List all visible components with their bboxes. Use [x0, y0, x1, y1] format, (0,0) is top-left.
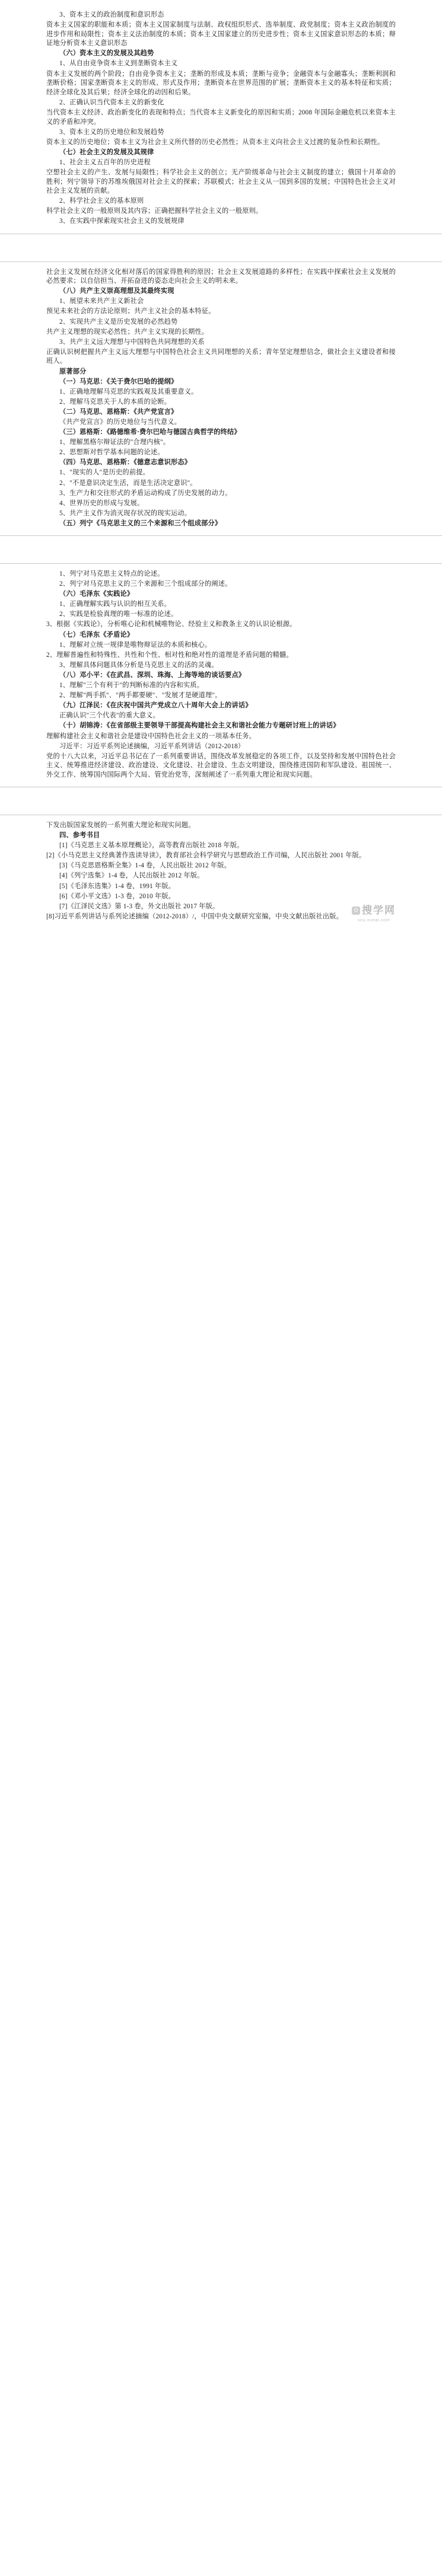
section-heading: （八）邓小平：《在武昌、深圳、珠海、上海等地的谈话要点》 [59, 671, 246, 679]
body-paragraph: [7]《江泽民文选》第 1-3 卷，外文出版社 2017 年版。 [59, 902, 220, 910]
body-paragraph: 1、理解对立统一规律是唯物辩证法的本质和核心。 [59, 641, 212, 649]
body-paragraph: 3、理解具体问题具体分析是马克思主义的活的灵魂。 [59, 661, 218, 669]
body-paragraph: 3、在实践中探索现实社会主义的发展规律 [59, 218, 185, 225]
body-paragraph: 1、正确理解实践与认识的相互关系。 [59, 601, 171, 608]
document-page [0, 262, 442, 535]
watermark-badge-icon [352, 906, 360, 915]
body-paragraph: 预见未来社会的方法论原则；共产主义社会的基本特征。 [46, 308, 215, 315]
body-paragraph: 社会主义发展在经济文化相对落后的国家得胜利的原因；社会主义发展道路的多样性；在实践中探索社会主义发展的必然要求；以自信担当、开拓奋进的姿态走向社会主义的明未来。 [46, 268, 396, 285]
section-heading: （八）共产主义崇高理想及其最终实现 [59, 288, 174, 295]
body-paragraph: 2、思想斯对哲学基本问题的论述。 [59, 449, 164, 457]
section-heading: （五）列宁《马克思主义的三个来源和三个组成部分》 [59, 519, 222, 527]
body-paragraph: 2、实现共产主义是历史发展的必然趋势 [59, 318, 178, 325]
section-heading: （七）社会主义的发展及其规律 [59, 148, 154, 156]
watermark-url-label: sou.xueai.com [357, 917, 390, 922]
page-gap [0, 536, 442, 563]
body-paragraph: 下发出版国家发展的一系列重大理论和现实问题。 [46, 821, 195, 829]
document-page [0, 564, 442, 787]
body-paragraph: 2、列宁对马克思主义的三个来源和三个组成部分的阐述。 [59, 580, 232, 588]
watermark-main-label: 搜学网 [362, 904, 396, 916]
body-paragraph: 资本主义国家的职能和本质；资本主义国家制度与法制、政权组织形式、选举制度、政党制度；资本主义政治制度的进步作用和局限性；资本主义法治制度的本质；资本主义国家建立的历史进步性；资本主义国家意识形态的本质；辩证地分析资本主义意识形态 [46, 21, 396, 47]
body-paragraph: 正确认识"三个代表"的重大意义。 [59, 712, 160, 720]
body-paragraph: 科学社会主义的一般原则及其内容；正确把握科学社会主义的一般原则。 [46, 208, 263, 215]
body-paragraph: 3、生产力和交往形式的矛盾运动构成了历史发展的动力。 [59, 489, 232, 497]
section-heading: （九）江泽民：《在庆祝中国共产党成立八十周年大会上的讲话》 [59, 702, 252, 710]
body-paragraph: [1]《马克思主义基本原理概论》，高等教育出版社 2018 年版。 [59, 842, 244, 850]
body-paragraph: 3、共产主义远大理想与中国特色共同理想的关系 [59, 338, 205, 346]
body-paragraph: 党的十八大以来，习近平总书记在了一系列重要讲话，围绕改革发展稳定的各项工作，以及坚持和发展中国特色社会主义、统筹推进经济建设、政治建设、文化建设、社会建设、生态文明建设，围绕推进国防和军队建设、祖国统一、外交工作、统筹国内国际两个大局、管党治党等，深刻阐述了一系列重大理论和现实问题。 [46, 752, 396, 778]
body-paragraph: 1、展望未来共产主义新社会 [59, 298, 144, 305]
body-paragraph: [6]《邓小平文选》1-3 卷，2010 年版。 [59, 892, 175, 900]
section-heading: 四、参考书目 [59, 832, 100, 839]
body-paragraph: 1、正确地理解马克思的实践观及其重要意义。 [59, 388, 198, 395]
body-paragraph: 2、理解"两手抓"、"两手都要硬"、"发展才是硬道理"。 [59, 692, 222, 700]
section-heading: （十）胡锦涛：《在省部级主要领导干部提高构建社会主义和谐社会能力专题研讨班上的讲话》 [59, 722, 340, 730]
body-paragraph: 1、"现实的人"是历史的前提。 [59, 469, 150, 477]
body-paragraph: 3、根据《实践论》，分析唯心论和机械唯物论、经验主义和教条主义的认识论根源。 [46, 621, 297, 628]
body-paragraph: 《共产党宣言》的历史地位与当代意义。 [59, 418, 181, 426]
body-paragraph: 2、正确认识当代资本主义的新变化 [59, 98, 164, 106]
body-paragraph: 2、"不是意识决定生活，而是生活决定意识"。 [59, 479, 197, 487]
body-paragraph: [4]《列宁选集》1-4 卷，人民出版社 2012 年版。 [59, 872, 204, 880]
body-paragraph: 空想社会主义的产生、发展与局限性；科学社会主义的创立；无产阶级革命与社会主义制度的建立；俄国十月革命的胜利；列宁领导下的苏维埃俄国对社会主义的探索；苏联模式；社会主义从一国到多国的发展；中国特色社会主义对社会主义发展的贡献。 [46, 169, 396, 195]
section-heading: （二）马克思、恩格斯：《共产党宣言》 [59, 408, 178, 416]
section-heading: （六）毛泽东《实践论》 [59, 590, 134, 598]
body-paragraph: [8]习近平系列讲话与系列论述摘编（2012-2018）/，中国中央文献研究室编，中央文献出版社出版。 [46, 912, 343, 920]
body-paragraph: 3、资本主义的政治制度和意识形态 [59, 11, 164, 18]
body-paragraph: [5]《毛泽东选集》1-4 卷，1991 年版。 [59, 882, 175, 890]
body-paragraph: 2、理解马克思关于人的本质的论断。 [59, 398, 171, 406]
body-paragraph: 1、理解"三个有利于"的判断标准的内容和实质。 [59, 682, 204, 690]
section-heading: （四）马克思、恩格斯：《德意志意识形态》 [59, 459, 192, 467]
section-heading: （七）毛泽东《矛盾论》 [59, 631, 134, 639]
body-paragraph: 共产主义理想的现实必然性；共产主义实现的长期性。 [46, 328, 209, 336]
body-paragraph: 2、实践是检验真理的唯一标准的论述。 [59, 611, 178, 618]
body-paragraph: 3、资本主义的历史地位和发展趋势 [59, 128, 164, 136]
section-heading: （三）恩格斯：《路德维希·费尔巴哈与德国古典哲学的终结》 [59, 429, 241, 436]
body-paragraph: 1、理解黑格尔辩证法的"合理内核"。 [59, 439, 170, 446]
body-paragraph: 1、社会主义五百年的历史进程 [59, 158, 151, 166]
body-paragraph: 2、科学社会主义的基本原则 [59, 197, 144, 205]
document-page [0, 815, 442, 928]
body-paragraph: 理解构建社会主义和谐社会是建设中国特色社会主义的一项基本任务。 [46, 732, 256, 740]
body-paragraph: 资本主义的历史地位；资本主义为社会主义所代替的历史必然性；从资本主义向社会主义过渡的复杂性和长期性。 [46, 138, 384, 146]
body-paragraph: [2]《小马克思主义经典著作选读导读》，教育部社会科学研究与思想政治工作司编，人民出版社 2001 年版。 [46, 852, 366, 860]
section-heading: 原著部分 [59, 368, 87, 375]
body-paragraph: 1、从自由竞争资本主义到垄断资本主义 [59, 60, 178, 68]
body-paragraph: 习近平：习近平系列论述摘编，习近平系列讲话（2012-2018） [59, 742, 245, 750]
document-body [0, 0, 442, 928]
body-paragraph: 5、共产主义作为消灭现存状况的现实运动。 [59, 509, 192, 517]
body-paragraph: 4、世界历史的形成与发展。 [59, 499, 144, 507]
document-page [0, 0, 442, 234]
watermark-logo-text [352, 902, 396, 917]
watermark [352, 902, 396, 922]
body-paragraph: 正确认识树把握共产主义远大理想与中国特色社会主义共同理想的关系；青年坚定理想信念，做社会主义建设者和接班人。 [46, 348, 396, 365]
body-paragraph: 资本主义发展的两个阶段；自由竞争资本主义；垄断的形成及本质；垄断与竞争；金融资本与金融寡头；垄断利润和垄断价格；国家垄断资本主义的形成、形式及作用；垄断资本在世界范围的扩展；垄断资本主义的基本特征和实质；经济全球化及其后果；经济全球化的动因和后果。 [46, 70, 396, 96]
body-paragraph: 2、理解普遍性和特殊性、共性和个性、相对性和绝对性的道理是矛盾问题的精髓。 [46, 651, 293, 659]
page-gap [0, 234, 442, 261]
section-heading: （一）马克思：《关于费尔巴哈的提纲》 [59, 378, 178, 385]
section-heading: （六）资本主义的发展及其趋势 [59, 50, 154, 58]
body-paragraph: [3]《马克思恩格斯全集》1-4 卷，人民出版社 2012 年版。 [59, 862, 231, 870]
body-paragraph: 1、列宁对马克思主义特点的论述。 [59, 570, 164, 577]
body-paragraph: 当代资本主义经济、政治新变化的表现和特点；当代资本主义新变化的原因和实质；2008 年国际金融危机以来资本主义的矛盾和冲突。 [46, 108, 396, 126]
page-gap [0, 787, 442, 815]
